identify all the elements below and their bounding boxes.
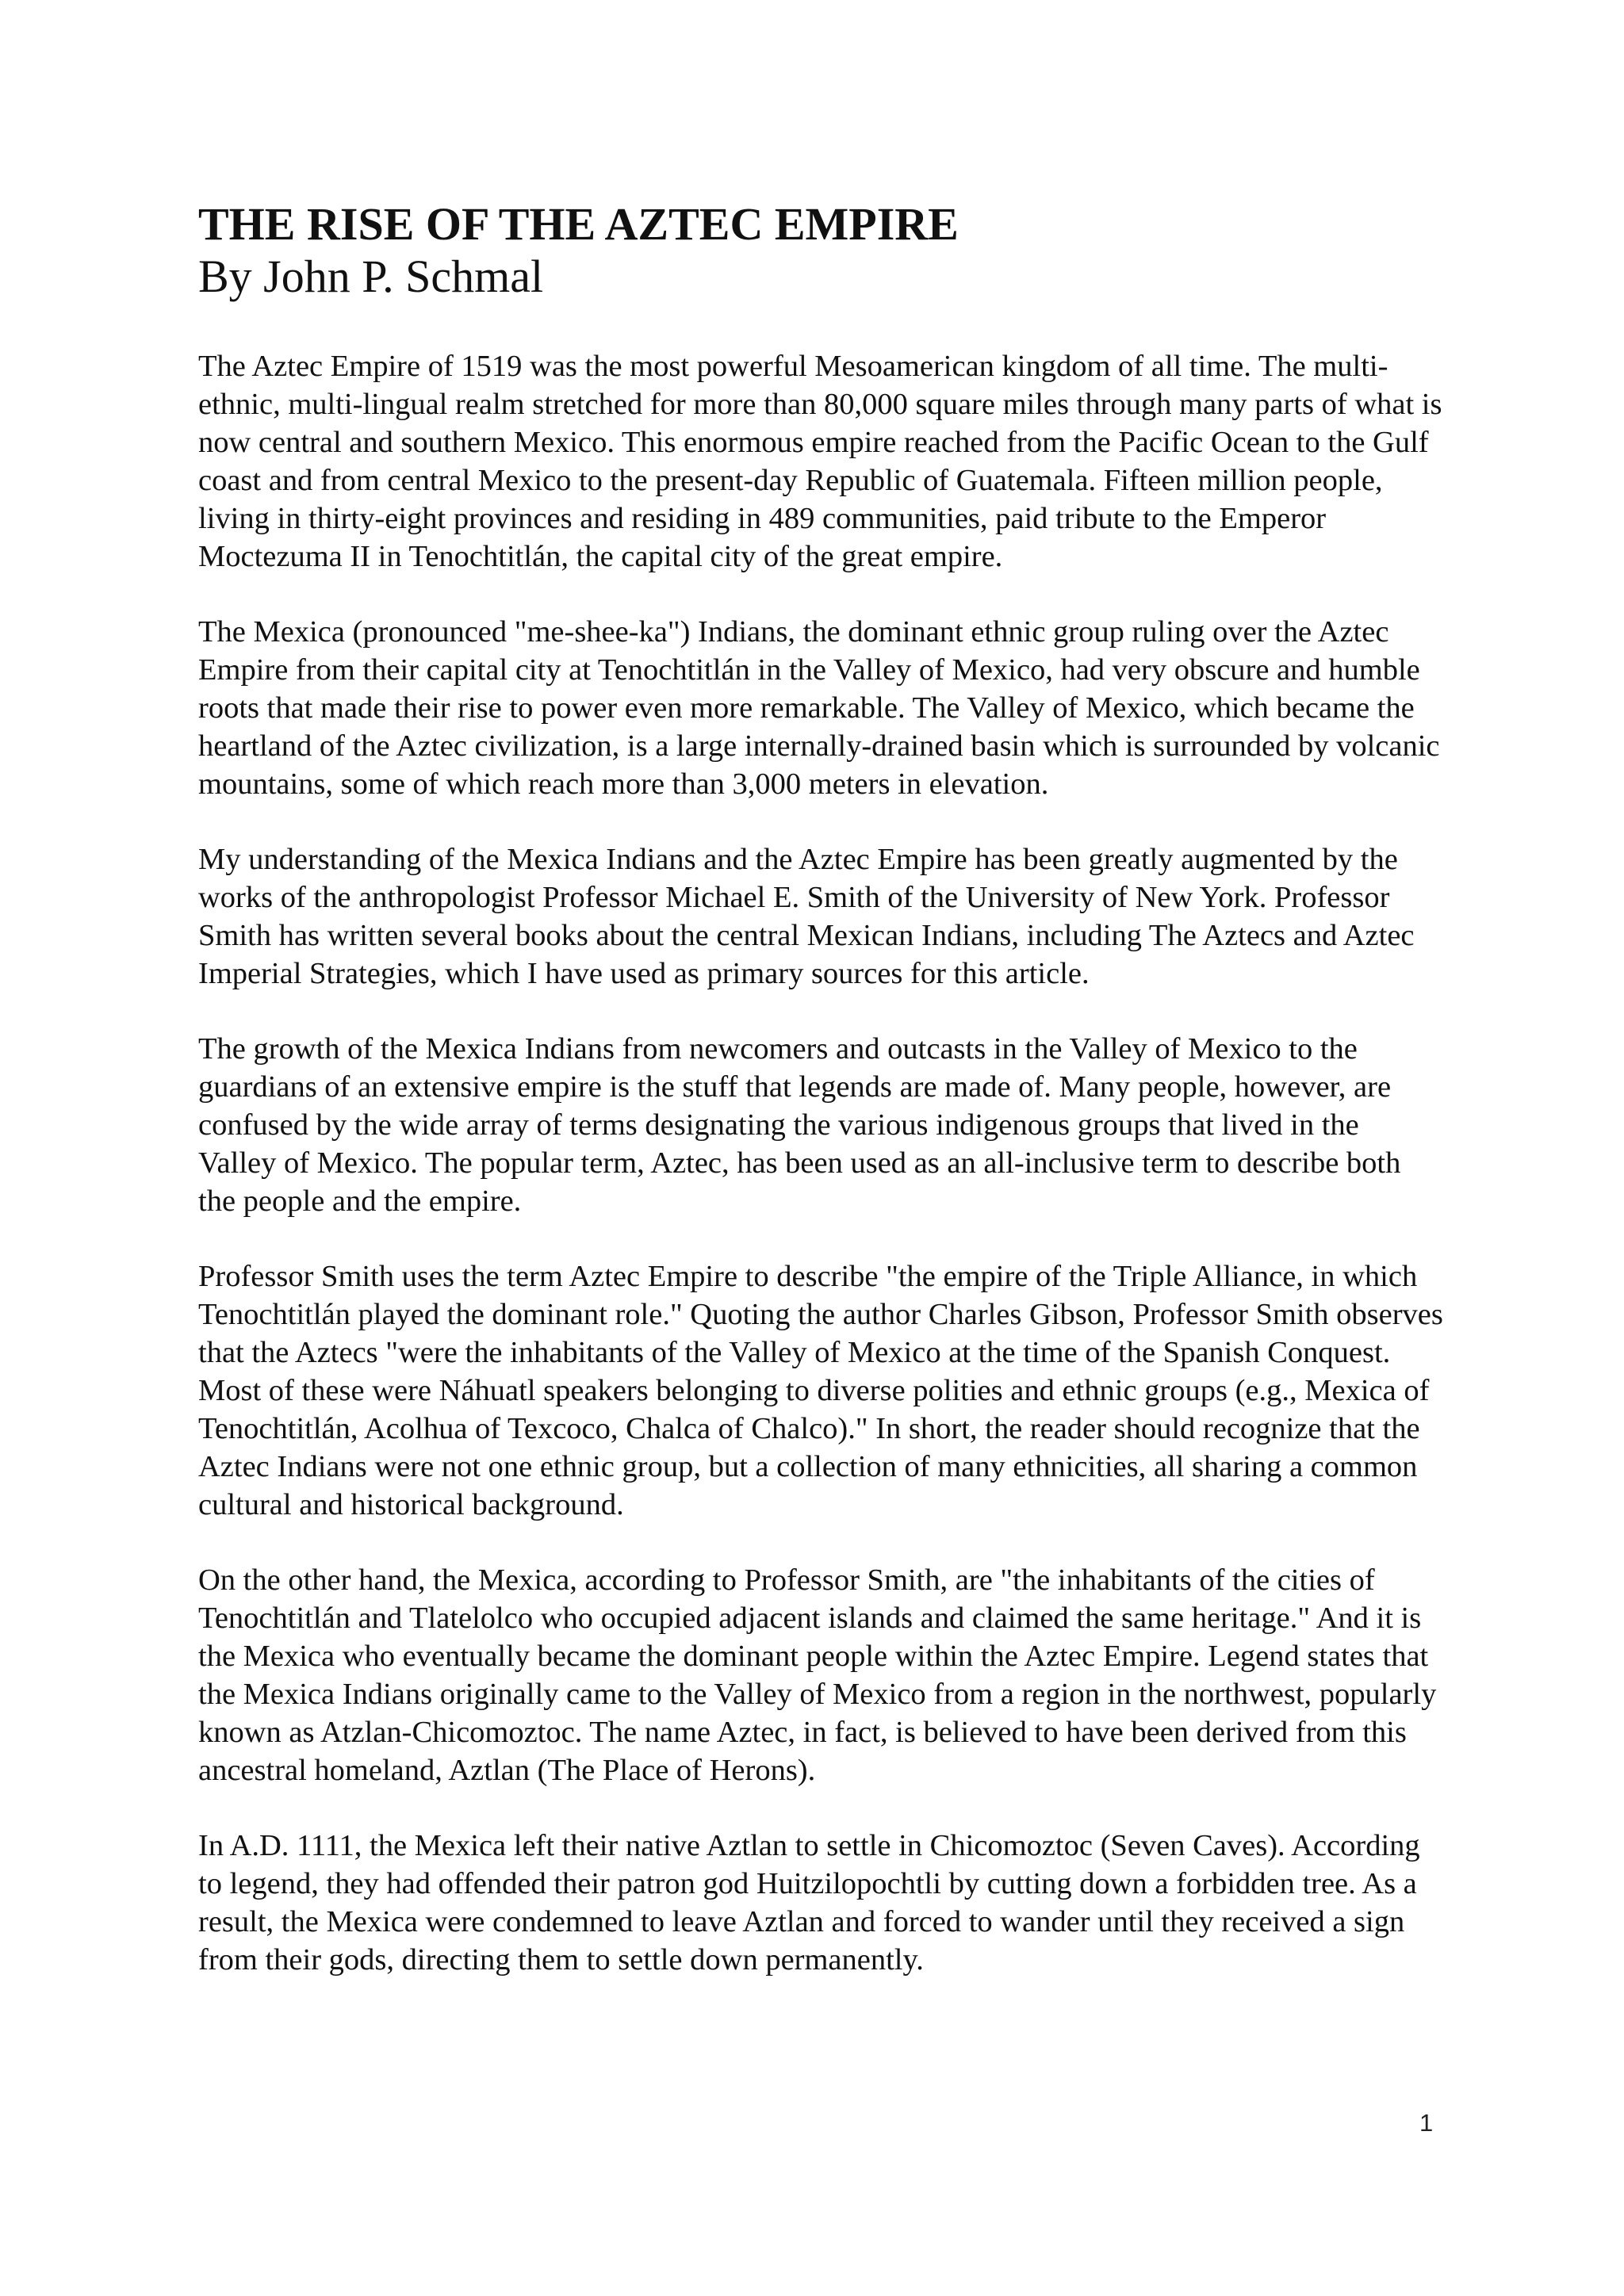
document-body xyxy=(198,347,1443,1979)
body-paragraph: My understanding of the Mexica Indians and the Aztec Empire has been greatly augmented by the works of the anthropologist Professor Michael E. Smith of the University of New York. Professor Smith has written several books about the central Mexican Indians, including The Aztecs and Aztec Imperial Strategies, which I have used as primary sources for this article. xyxy=(198,843,1415,990)
body-paragraph: The growth of the Mexica Indians from newcomers and outcasts in the Valley of Mexico to the guardians of an extensive empire is the stuff that legends are made of. Many people, however, are confused by the wide array of terms designating the various indigenous groups that lived in the Valley of Mexico. The popular term, Aztec, has been used as an all-inclusive term to describe both the people and the empire. xyxy=(198,1032,1401,1218)
body-paragraph: The Mexica (pronounced "me-shee-ka") Indians, the dominant ethnic group ruling over the Aztec Empire from their capital city at Tenochtitlán in the Valley of Mexico, had very obscure and humble roots that made their rise to power even more remarkable. The Valley of Mexico, which became the heartland of the Aztec civilization, is a large internally-drained basin which is surrounded by volcanic mountains, some of which reach more than 3,000 meters in elevation. xyxy=(198,615,1440,801)
document-byline: By John P. Schmal xyxy=(198,251,544,302)
body-paragraph: The Aztec Empire of 1519 was the most powerful Mesoamerican kingdom of all time. The multi-ethnic, multi-lingual realm stretched for more than 80,000 square miles through many parts of what is now central and southern Mexico. This enormous empire reached from the Pacific Ocean to the Gulf coast and from central Mexico to the present-day Republic of Guatemala. Fifteen million people, living in thirty-eight provinces and residing in 489 communities, paid tribute to the Emperor Moctezuma II in Tenochtitlán, the capital city of the great empire. xyxy=(198,350,1442,573)
body-paragraph: On the other hand, the Mexica, according to Professor Smith, are "the inhabitants of the cities of Tenochtitlán and Tlatelolco who occupied adjacent islands and claimed the same heritage." And it is the Mexica who eventually became the dominant people within the Aztec Empire. Legend states that the Mexica Indians originally came to the Valley of Mexico from a region in the northwest, popularly known as Atzlan-Chicomoztoc. The name Aztec, in fact, is believed to have been derived from this ancestral homeland, Aztlan (The Place of Herons). xyxy=(198,1563,1437,1787)
body-paragraph: Professor Smith uses the term Aztec Empire to describe "the empire of the Triple Alliance, in which Tenochtitlán played the dominant role." Quoting the author Charles Gibson, Professor Smith observes that the Aztecs "were the inhabitants of the Valley of Mexico at the time of the Spanish Conquest. Most of these were Náhuatl speakers belonging to diverse polities and ethnic groups (e.g., Mexica of Tenochtitlán, Acolhua of Texcoco, Chalca of Chalco)." In short, the reader should recognize that the Aztec Indians were not one ethnic group, but a collection of many ethnicities, all sharing a common cultural and historical background. xyxy=(198,1260,1443,1521)
document-title: THE RISE OF THE AZTEC EMPIRE xyxy=(198,198,959,250)
document-page xyxy=(198,198,1443,2016)
body-paragraph: In A.D. 1111, the Mexica left their native Aztlan to settle in Chicomoztoc (Seven Caves). According to legend, they had offended their patron god Huitzilopochtli by cutting down a forbidden tree. As a result, the Mexica were condemned to leave Aztlan and forced to wander until they received a sign from their gods, directing them to settle down permanently. xyxy=(198,1829,1420,1976)
page-number: 1 xyxy=(1419,2109,1434,2137)
